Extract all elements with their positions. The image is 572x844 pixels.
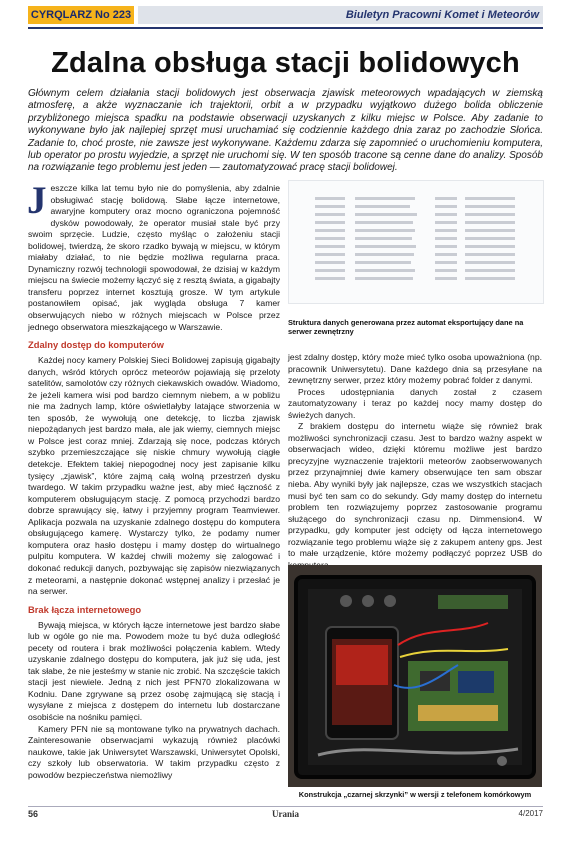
right-column (288, 352, 542, 571)
issue-number: 4/2017 (518, 809, 543, 818)
screenshot-caption: Struktura danych generowana przez automat eksportujący dane na serwer zewnętrzny (288, 318, 524, 336)
section-heading-no-internet: Brak łącza internetowego (28, 603, 142, 615)
right-paragraph-1: jest zdalny dostęp, który może mieć tylko osoba upoważniona (np. pracownik Uniwersytetu). Dane każdego dnia są przesyłane na zewnętrzny serwer, przez który możemy pobrać folder z danymi. (288, 352, 542, 386)
page-number: 56 (28, 809, 39, 819)
section1-paragraph: Każdej nocy kamery Polskiej Sieci Bolidowej zapisują gigabajty danych, wśród których oprócz meteorów pojawiają się przeloty satelitów, samolotów czy różnych ciekawskich owadów. Wiadomo, że jeżeli kamera wisi pod bardzo ciemnym niebem, a w pobliżu nie ma żadnych lamp, które oświetlałyby latające stworzenia w ten sposób, że wywołują one detekcję, to liczba zjawisk niepożądanych jest bardzo mała, ale jak wiemy, ciemnych miejsc w Polsce jest coraz mniej. Zdarzają się noce, podczas których szybko przemieszczające się niskie chmury wywołują ciągłe detekcje. Efektem takiej niepogodnej nocy jest zapisanie kilku tysięcy „zjawisk”, które zajmą całą wolną przestrzeń dysku twardego. W takim przypadku ważne jest, aby mieć łączność z komputerem obsługującym stację. Z pomocą przychodzi bardzo dobrze sprawujący się, łatwy i przyjemny program Teamviewer. Aplikacja pozwala na uzyskanie zdalnego dostępu do komputera obsługującego kamerę. Wystarczy tylko, że podamy numer komputera oraz hasło dostępu i mamy dostęp do wirtualnego pulpitu komputera. W każdej chwili możemy się zalogować i dokonać redukcji danych, pozbywając się zapisów niezwiązanych z meteorami, a następnie dokonać wstępnej analizy i przesłać je na serwer. (28, 355, 280, 597)
article-title: Zdalna obsługa stacji bolidowych (51, 47, 520, 79)
footer-rule (28, 806, 543, 807)
article-lead: Głównym celem działania stacji bolidowych jest obserwacja zjawisk meteorowych wpadających w ziemską atmosferę, a akże wyznaczanie ich trajektorii, orbit a w przypadku wyjątkowo dużego bolida obliczenie przybliżonego miejsca spadku na podstawie obserwacji uzyskanych z kilku miejsc w Polsce. Aby zadanie to wykonywane było jak najlepiej sprzęt musi uruchamiać się codziennie każdego dnia zaraz po zachodzie Słońca. Zadanie to, choć proste, nie zawsze jest wykonywane. Każdemu zdarza się zapomnieć o uruchomieniu komputera, lub operator po prostu wyjedzie, a sprzęt nie uruchomi się. W ten sposób tracone są cenne dane do analizy. Sposób na rozwiązanie tego problemu jest jeden — zautomatyzować pracę stacji bolidowej. (28, 88, 543, 174)
magazine-name: Urania (272, 809, 299, 819)
photo-caption: Konstrukcja „czarnej skrzynki” w wersji z telefonem komórkowym (298, 790, 532, 799)
section-heading-remote-access: Zdalny dostęp do komputerów (28, 339, 164, 351)
intro-paragraph (27, 179, 280, 333)
section2-paragraph-1: Bywają miejsca, w których łącze internetowe jest bardzo słabe lub w ogóle go nie ma. Powodem może tu być duża odległość pecety od routera i brak możliwości połączenia kablem. Wtedy uzyskanie zdalnego dostępu do komputera, jak już się uda, jest tak słabe, że nie jesteśmy w stanie nic zrobić. Na szczęście takich stacji jest niewiele. Jedną z nich jest PFN70 zlokalizowana w Kodniu. Dane zgrywane są przez osobę zajmującą się stacją i wysyłane z miejsca z dostępem do internetu lub dostarczane osobiście na nośniku pamięci. (28, 619, 280, 722)
right-paragraph-2: Proces udostępniania danych został z czasem zautomatyzowany i teraz po każdej nocy mamy dostęp do świeżych danych. (288, 386, 542, 420)
page-footer (28, 809, 543, 821)
black-box-photo-illustration (288, 565, 542, 787)
left-column (27, 179, 280, 781)
bulletin-title: Biuletyn Pracowni Komet i Meteorów (138, 6, 543, 24)
drop-cap: J (27, 179, 47, 222)
intro-text: eszcze kilka lat temu było nie do pomyślenia, aby zdalnie obsługiwać stację bolidową. Słabe łącze internetowe, awaryjne komputery oraz mocno ograniczona pojemność dysków powodowały, że operator musiał stale być przy swoim sprzęcie. Ludzie, często myśląc o założeniu stacji bolidowej, twierdzą, że skoro rzadko bywają w miejscu, w którym miałaby działać, to nie będzie możliwa regularna praca. Dynamiczny rozwój technologii spowodował, że dzisiaj w każdym miejscu na świecie możemy łączyć się z resztą świata, a gigabajty transferu poprzez internet kosztują grosze. W tym artykule postanowiłem opisać, jak wygląda obsługa 7 kamer obserwujących niebo w różnych miejscach w Polsce przez jednego obserwatora mieszkającego w Warszawie. (28, 183, 280, 332)
section2-paragraph-2: Kamery PFN nie są montowane tylko na prywatnych dachach. Zainteresowanie obserwacjami wykazują również placówki naukowe, takie jak Uniwersytet Warszawski, Uniwersytet Opolski, czy szkoły lub obserwatoria. W takim przypadku często z powodów bezpieczeństwa niemożliwy (28, 723, 280, 780)
right-paragraph-3: Z brakiem dostępu do internetu wiąże się również brak możliwości synchronizacji czasu. Jest to bardzo ważny aspekt w obserwacjach wideo, dzięki któremu możliwe jest bardzo precyzyjne wyznaczenie trajektorii meteorów zaobserwowanych przez przynajmniej dwie kamery obserwujące ten sam obszar nieba. Aby wyniki były jak najlepsze, czas we wszystkich stacjach musi być ten sam co do sekundy. Gdy mamy dostęp do internetu problem ten rozwiązujemy poprzez zastosowanie programu służącego do synchronizacji czasu np. Dimmension4. W przypadku, gdy komputer jest odcięty od łącza internetowego rozwiązanie tego problemu wiąże się z zakupem anteny gps. Jest to małe urządzenie, które możemy podłączyć poprzez USB do (288, 421, 542, 559)
header-rule (28, 27, 543, 29)
issue-badge: CYRQLARZ No 223 (28, 6, 134, 24)
header-bar (0, 0, 572, 28)
server-structure-screenshot (288, 180, 544, 304)
black-box-photo (288, 565, 542, 787)
